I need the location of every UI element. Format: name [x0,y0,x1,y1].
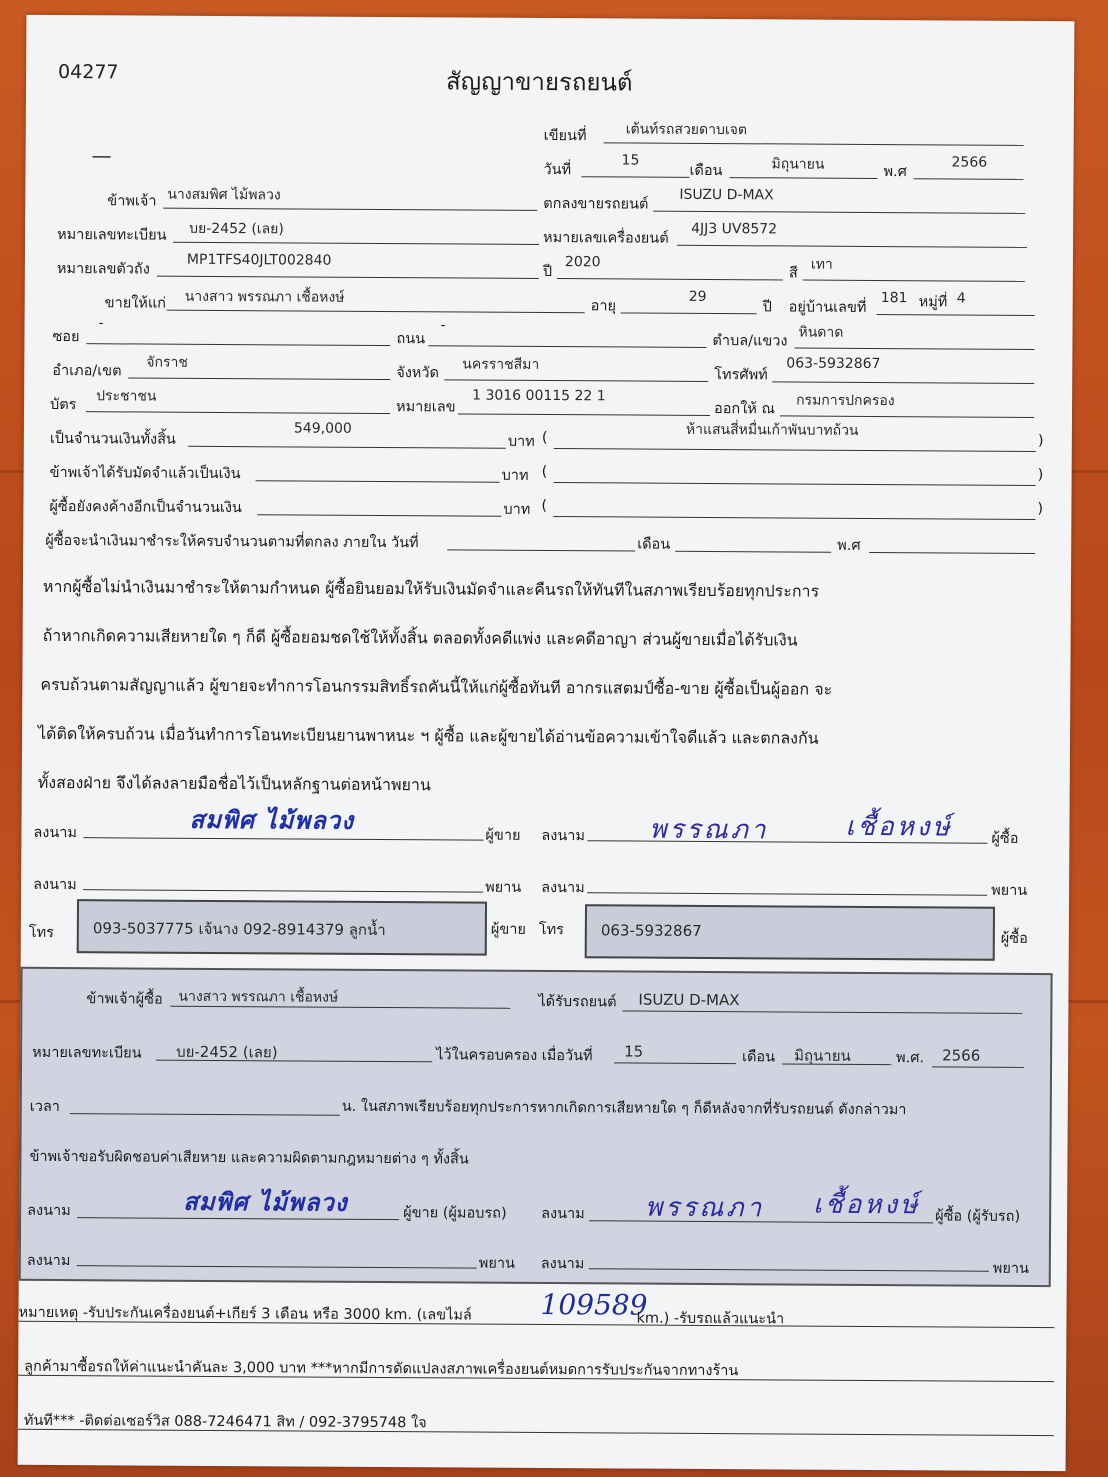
witness2-sign-line [587,892,987,895]
plate-label: หมายเลขทะเบียน [57,227,167,244]
open-paren: ( [541,463,548,481]
witness2-sign-label: ลงนาม [541,879,585,897]
receipt-seller-role: ผู้ขาย (ผู้มอบรถ) [403,1205,507,1222]
engine-label: หมายเลขเครื่องยนต์ [543,229,669,247]
moo-label: หมู่ที่ [918,294,948,311]
car-year-line [557,278,783,280]
witness-sign-label: ลงนาม [33,876,77,894]
amphoe-value: จักราช [146,354,188,371]
road-line [428,345,706,348]
note-line-1-a: หมายเหตุ -รับประกันเครื่องยนต์+เกียร์ 3 เดือน หรือ 3000 km. (เลขไมล์ [18,1304,472,1324]
receipt-day: 15 [624,1042,644,1061]
pay-month-label: เดือน [637,536,671,553]
buyer-tel-role: ผู้ซื้อ [1000,930,1028,947]
age-label: อายุ [590,298,617,315]
tambon-label: ตำบล/แขวง [712,333,788,350]
written-at-label: เขียนที่ [543,127,587,145]
receipt-year: 2566 [942,1046,981,1065]
id-value: 1 3016 00115 22 1 [472,387,606,405]
card-label: บัตร [50,396,77,414]
pay-year-label: พ.ศ [837,537,861,554]
sell-to-label: ขายให้แก่ [104,295,167,312]
receipt-witness2-role: พยาน [992,1260,1029,1277]
deposit-label: ข้าพเจ้าได้รับมัดจำแล้วเป็นเงิน [49,464,241,483]
buyer-name: นางสาว พรรณภา เชื้อหงษ์ [184,288,345,306]
seller-phone-value: 093-5037775 เจ้นาง 092-8914379 ลูกน้ำ [92,919,386,940]
month-value: มิถุนายน [771,156,825,173]
receipt-time-line [70,1113,340,1116]
day-line [581,176,689,178]
close-paren: ) [1037,500,1044,518]
receipt-buyer-signature-first: พรรณภา [645,1192,765,1224]
province-line [444,379,708,382]
phone-line [772,381,1034,384]
deposit-baht: บาท [501,467,529,484]
receipt-witness-line [77,1265,477,1268]
pay-year-line [869,552,1035,554]
buyer-phone-box [585,904,995,961]
color-value: เทา [810,256,833,273]
month-label: เดือน [689,162,723,180]
year-line [913,178,1023,180]
remain-label: ผู้ซื้อยังคงค้างอีกเป็นจำนวนเงิน [49,498,242,517]
total-value: 549,000 [293,420,352,437]
year-label: พ.ศ [883,164,907,181]
issued-value: กรมการปกครอง [796,392,895,410]
soi-line [86,343,390,346]
seller-i-label: ข้าพเจ้า [107,193,157,210]
written-at-value: เต้นท์รถสวยดาบเจต [625,121,747,139]
open-paren: ( [541,429,548,447]
seller-sign-line [83,837,483,840]
seller-tel-role: ผู้ขาย [490,921,526,938]
chassis-label: หมายเลขตัวถัง [56,261,150,278]
close-paren: ) [1037,432,1044,450]
terms-line-4: ได้ติดให้ครบถ้วน เมื่อวันทำการโอนทะเบียนยานพาหนะ ฯ ผู้ซื้อ และผู้ขายได้อ่านข้อความเข้าใจดีแล้ว และตกลงกัน [37,723,819,748]
day-label: วันที่ [543,161,572,179]
amphoe-line [128,377,390,380]
pay-within-label: ผู้ซื้อจะนำเงินมาชำระให้ครบจำนวนตามที่ตกลง ภายใน วันที่ [45,532,419,552]
road-label: ถนน [396,331,426,348]
issued-label: ออกให้ ณ [713,401,775,418]
total-words-line [554,448,1036,452]
witness-sign-line [83,889,483,892]
agree-label: ตกลงขายรถยนต์ [543,195,649,213]
issued-line [780,415,1034,418]
engine-line [677,245,1027,248]
receipt-possess-label: ไว้ในครอบครอง เมื่อวันที่ [436,1047,593,1065]
deposit-line [256,480,500,482]
plate-value: บย-2452 (เลย) [189,220,284,238]
remain-words-line [553,516,1035,520]
color-line [803,280,1025,282]
receipt-car: ISUZU D-MAX [638,990,740,1010]
soi-value: - [98,315,104,332]
soi-label: ซอย [52,328,80,346]
total-baht: บาท [507,433,535,450]
receipt-time-suffix: น. ในสภาพเรียบร้อยทุกประการหากเกิดการเสียหายใด ๆ ก็ดีหลังจากที่รับรถยนต์ ดังกล่าวมา [341,1098,907,1119]
color-label: สี [788,265,798,282]
note-mileage: 109589 [540,1287,648,1322]
receipt-day-line [614,1062,736,1064]
buyer-sign-label: ลงนาม [541,827,586,845]
terms-line-5: ทั้งสองฝ่าย จึงได้ลงลายมือชื่อไว้เป็นหลักฐานต่อหน้าพยาน [37,772,431,795]
receipt-plate-label: หมายเลขทะเบียน [32,1044,142,1062]
receipt-buyer-signature-last: เชื้อหงษ์ [813,1189,921,1221]
receipt-plate: บย-2452 (เลย) [176,1042,278,1062]
total-words: ห้าแสนสี่หมื่นเก้าพันบาทถ้วน [685,421,859,439]
note-line-3: ทันที*** -ติดต่อเซอร์วิส 088-7246471 สิท / 092-3795748 ใจ [23,1412,427,1432]
seller-tel-label: โทร [28,924,55,941]
note-line-2: ลูกค้ามาซื้อรถให้ค่าแนะนำคันละ 3,000 บาท ***หากมีการดัดแปลงสภาพเครื่องยนต์หมดการรับประกันจากทางร้าน [24,1358,739,1380]
house-value: 181 [880,290,908,307]
seller-name: นางสมพิศ ไม้พลวง [167,186,281,204]
year-value: 2566 [951,154,988,171]
seller-sign-label: ลงนาม [33,824,78,842]
receipt-buyer-role: ผู้ซื้อ (ผู้รับรถ) [935,1208,1021,1225]
card-value: ประชาชน [96,388,157,405]
receipt-witness-role: พยาน [478,1255,515,1272]
seller-role: ผู้ขาย [485,827,521,844]
receipt-buyer-label: ข้าพเจ้าผู้ซื้อ [86,991,163,1008]
phone-label: โทรศัพท์ [714,367,768,384]
buyer-role: ผู้ซื้อ [991,830,1019,847]
receipt-witness2-sign-label: ลงนาม [540,1255,585,1273]
receipt-time-label: เวลา [29,1098,60,1116]
buyer-receipt-box [19,967,1053,1287]
open-paren: ( [541,497,548,515]
buyer-name-line [167,310,585,314]
pay-month-line [675,551,831,553]
province-value: นครราชสีมา [462,356,540,373]
receipt-car-line [622,1010,1022,1013]
receipt-witness-sign-label: ลงนาม [26,1252,71,1270]
phone-value: 063-5932867 [786,355,881,373]
road-value: - [440,317,446,334]
terms-line-2: ถ้าหากเกิดความเสียหายใด ๆ ก็ดี ผู้ซื้อยอมชดใช้ให้ทั้งสิ้น ตลอดทั้งคดีแพ่ง และคดีอาญา ส่วนผู้ขายเมื่อได้รับเงิน [42,625,798,650]
age-value: 29 [688,288,707,305]
remain-baht: บาท [503,501,531,518]
seller-signature: สมพิศ ไม้พลวง [189,804,355,835]
month-line [729,177,877,179]
age-line [621,312,757,314]
receipt-month: มิถุนายน [794,1046,851,1065]
total-line [188,446,506,449]
tambon-value: หินดาด [798,324,844,341]
close-paren: ) [1037,466,1044,484]
car-line [653,211,1025,214]
day-value: 15 [621,152,640,169]
receipt-buyer-sign-label: ลงนาม [541,1205,585,1223]
buyer-signature-first: พรรณภา [649,814,769,846]
plate-line [173,242,539,245]
card-line [86,411,390,414]
buyer-signature-last: เชื้อหงษ์ [845,811,953,843]
chassis-value: MP1TFS40JLT002840 [186,251,332,269]
tambon-line [794,348,1034,350]
document-number: 04277 [58,61,119,84]
receipt-seller-signature: สมพิศ ไม้พลวง [183,1186,348,1217]
terms-line-3: ครบถ้วนตามสัญญาแล้ว ผู้ขายจะทำการโอนกรรมสิทธิ์รถคันนี้ให้แก่ผู้ซื้อทันที อากรแสตมป์ซื้อ-ขาย ผู้ซื้อเป็นผู้ออก จะ [40,674,833,699]
moo-value: 4 [956,290,966,307]
receipt-seller-sign-label: ลงนาม [27,1202,71,1220]
receipt-responsibility: ข้าพเจ้าขอรับผิดชอบค่าเสียหาย และความผิดตามกฎหมายต่าง ๆ ทั้งสิ้น [29,1148,469,1168]
house-line [877,314,1035,316]
total-label: เป็นจำนวนเงินทั้งสิ้น [49,430,176,448]
engine-value: 4JJ3 UV8572 [691,220,778,238]
receipt-year-line [932,1066,1024,1068]
remain-line [257,514,501,516]
amphoe-label: อำเภอ/เขต [52,362,122,380]
receipt-year-label: พ.ศ. [896,1050,925,1067]
page-title: สัญญาขายรถยนต์ [445,67,633,97]
written-at-line [604,142,1024,146]
note-line-1-b: km.) -รับรถแล้วแนะนำ [636,1310,785,1328]
buyer-phone-value: 063-5932867 [600,921,702,940]
province-label: จังหวัด [396,365,440,382]
age-unit: ปี [762,299,772,316]
car-year-value: 2020 [564,254,601,271]
house-label: อยู่บ้านเลขที่ [788,299,867,316]
seller-name-line [163,208,537,211]
pay-day-line [447,549,635,551]
deposit-words-line [554,482,1036,486]
terms-line-1: หากผู้ซื้อไม่นำเงินมาชำระให้ตามกำหนด ผู้ซื้อยินยอมให้รับเงินมัดจำและคืนรถให้ทันทีในสภาพเรียบร้อยทุกประการ [42,576,820,601]
receipt-month-label: เดือน [742,1049,776,1066]
seller-phone-box [77,899,487,956]
receipt-buyer-name: นางสาว พรรณภา เชื้อหงษ์ [178,988,339,1006]
witness2-role: พยาน [991,882,1028,899]
id-line [458,413,710,416]
car-model: ISUZU D-MAX [679,186,774,204]
receipt-received-label: ได้รับรถยนต์ [538,993,617,1011]
buyer-tel-label: โทร [538,921,565,939]
dash-mark: — [91,143,112,168]
receipt-witness2-line [589,1268,989,1271]
chassis-line [157,276,539,279]
witness-role: พยาน [485,879,522,896]
id-label: หมายเลข [396,399,456,416]
car-year-label: ปี [542,263,553,281]
contract-paper [18,15,1075,1471]
